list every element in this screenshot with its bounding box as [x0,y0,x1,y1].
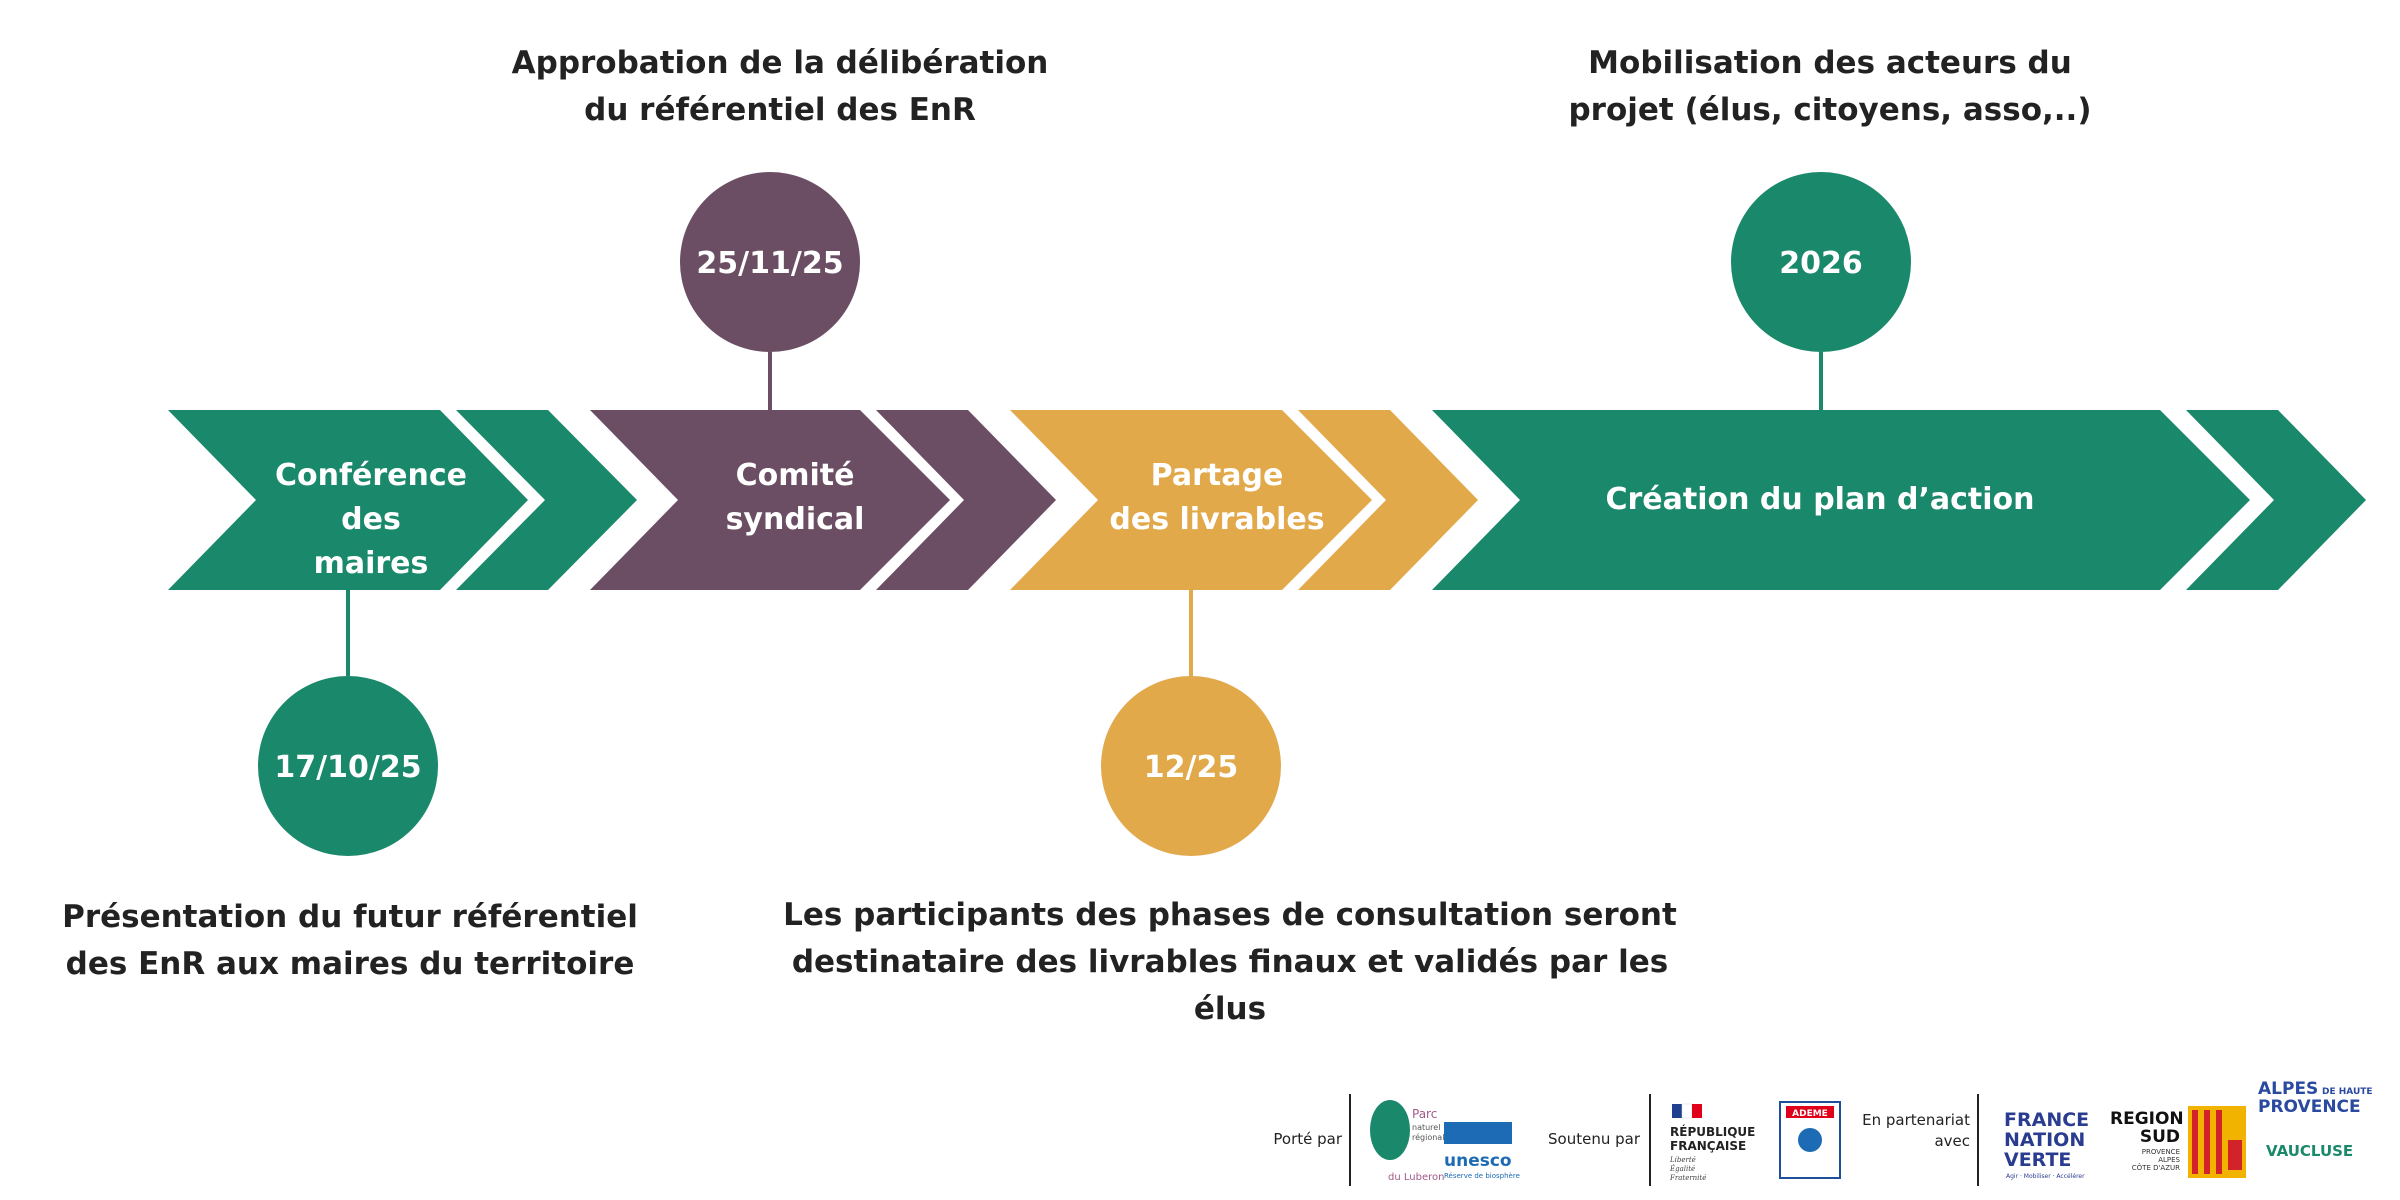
svg-text:DE HAUTE: DE HAUTE [2322,1087,2373,1097]
svg-text:Agir · Mobiliser · Accélérer: Agir · Mobiliser · Accélérer [2006,1173,2085,1180]
milestone-note-m4: Mobilisation des acteurs du projet (élus, citoyens, asso,..) [1568,45,2092,128]
svg-text:Liberté: Liberté [1670,1156,1696,1164]
unesco-logo [1444,1122,1520,1180]
svg-text:Égalité: Égalité [1670,1165,1696,1173]
svg-text:ALPES: ALPES [2158,1156,2180,1164]
svg-text:FRANCE: FRANCE [2004,1109,2090,1131]
milestone-date-m1: 17/10/25 [274,750,422,785]
phase-label-comite: Comité syndical [725,458,865,537]
milestone-note-m1: Présentation du futur référentiel des EnR aux maires du territoire [62,899,638,982]
svg-text:PROVENCE: PROVENCE [2258,1097,2361,1117]
milestone-note-m3: Les participants des phases de consultation seront destinataire des livrables finaux et validés par les élus [783,897,1677,1027]
svg-text:Réserve de biosphère: Réserve de biosphère [1444,1172,1520,1180]
milestone-date-m4: 2026 [1779,246,1863,281]
svg-text:PROVENCE: PROVENCE [2141,1148,2180,1156]
svg-text:VERTE: VERTE [2004,1149,2072,1171]
svg-text:Parc: Parc [1412,1107,1438,1121]
porte-par-label: Porté par [1273,1130,1342,1148]
svg-text:ADEME: ADEME [1792,1109,1828,1119]
svg-text:régional: régional [1412,1133,1445,1142]
milestone-date-m2: 25/11/25 [696,246,844,281]
svg-text:SUD: SUD [2139,1127,2180,1147]
milestone-date-m3: 12/25 [1143,750,1239,785]
svg-text:du Luberon: du Luberon [1388,1172,1445,1183]
alpes-vaucluse-logo [2258,1079,2373,1160]
milestone-note-m2: Approbation de la délibération du référentiel des EnR [511,45,1049,128]
svg-text:VAUCLUSE: VAUCLUSE [2266,1142,2354,1160]
ademe-logo [1780,1102,1840,1178]
france-nation-verte-logo [2004,1109,2089,1180]
svg-text:FRANÇAISE: FRANÇAISE [1670,1139,1747,1153]
svg-text:CÔTE D'AZUR: CÔTE D'AZUR [2131,1164,2180,1172]
phase-label-partage: Partage des livrables [1109,458,1325,537]
parc-luberon-logo [1370,1100,1444,1183]
republique-francaise-logo [1669,1104,1755,1182]
svg-text:NATION: NATION [2004,1129,2086,1151]
phase-label-creation: Création du plan d’action [1605,482,2035,517]
svg-text:naturel: naturel [1412,1123,1441,1132]
svg-text:REGION: REGION [2110,1109,2184,1129]
phase-label-conference: Conférence des maires [274,458,467,581]
svg-text:Fraternité: Fraternité [1670,1174,1707,1182]
svg-text:RÉPUBLIQUE: RÉPUBLIQUE [1670,1125,1756,1139]
svg-text:ALPES: ALPES [2258,1079,2319,1099]
soutenu-par-label: Soutenu par [1548,1130,1640,1148]
svg-text:unesco: unesco [1444,1151,1512,1171]
partenariat-label: En partenariat avec [1862,1111,1970,1150]
region-sud-logo [2110,1106,2246,1178]
